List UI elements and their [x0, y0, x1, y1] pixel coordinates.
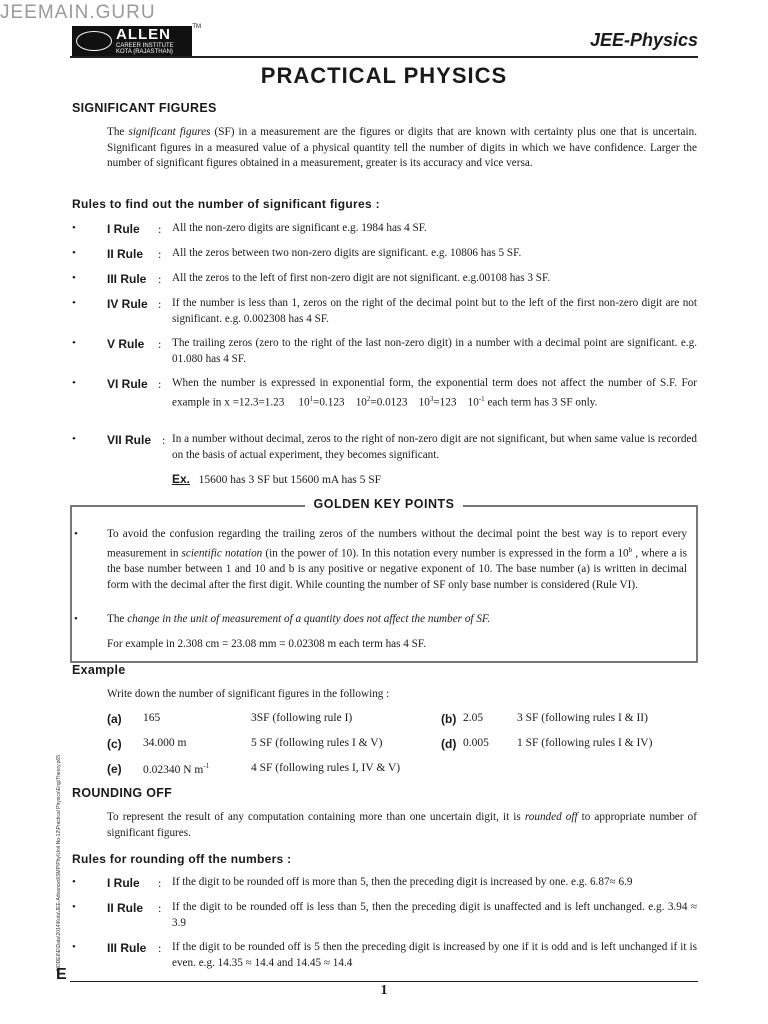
rule-text: If the digit to be rounded off is more than 5, then the preceding digit is increased by one. e.g. 6.87≈ 6.9 — [172, 876, 633, 888]
rule-text: When the number is expressed in exponential form, the exponential term does not affect the number of S.F. For example in x =12.3=1.23 $10^1=0.123$ $10^2=0.0123$ $10^3=123$ $10^{-1}$ each term has 3 SF only. — [172, 377, 697, 409]
section-heading-significant-figures: SIGNIFICANT FIGURES — [72, 101, 217, 115]
rule-label: III Rule — [107, 941, 147, 955]
example-intro: Write down the number of significant figures in the following : — [107, 688, 390, 700]
rule-label: I Rule — [107, 222, 140, 236]
rule-label: IV Rule — [107, 297, 148, 311]
example-label: (a) — [107, 712, 122, 726]
golden-key-points-title: GOLDEN KEY POINTS — [305, 497, 463, 511]
bullet: • — [72, 222, 76, 234]
rule-text: All the non-zero digits are significant e.g. 1984 has 4 SF. — [172, 222, 427, 234]
bullet: • — [72, 941, 76, 953]
rule-label: III Rule — [107, 272, 147, 286]
example-value: 34.000 m — [143, 737, 187, 749]
rule-text: If the digit to be rounded off is less than 5, then the preceding digit is unaffected and is left unchanged. e.g. 3.94 ≈ 3.9 — [172, 901, 697, 929]
bullet: • — [74, 613, 78, 625]
page-number: 1 — [380, 983, 388, 998]
example-label: (e) — [107, 762, 122, 776]
example-value: 2.05 — [463, 712, 484, 724]
rounding-rules-heading: Rules for rounding off the numbers : — [72, 852, 292, 866]
bullet: • — [72, 337, 76, 349]
golden-example: For example in 2.308 cm = 23.08 mm = 0.02308 m each term has 4 SF. — [107, 638, 427, 650]
rule-text: In a number without decimal, zeros to the right of non-zero digit are not significant, but when same value is recorded on the basis of actual experiment, they becomes significant. — [172, 433, 697, 461]
example-label: (d) — [441, 737, 457, 751]
rule-label: V Rule — [107, 337, 145, 351]
logo-emblem-icon — [76, 31, 112, 51]
bullet: • — [72, 876, 76, 888]
rule-example: Ex. 15600 has 3 SF but 15600 mA has 5 SF — [172, 472, 382, 486]
bullet: • — [74, 528, 78, 540]
rule-colon: : — [158, 876, 162, 890]
example-answer: 1 SF (following rules I & IV) — [517, 737, 653, 749]
rule-colon: : — [158, 222, 162, 236]
allen-logo — [72, 24, 201, 56]
rule-colon: : — [158, 247, 162, 261]
example-value: 0.02340 N $m^{-1}$ — [143, 762, 210, 776]
rule-text: All the zeros between two non-zero digits are significant. e.g. 10806 has 5 SF. — [172, 247, 522, 259]
rule-label: II Rule — [107, 901, 144, 915]
rule-colon: : — [158, 337, 162, 351]
rounding-intro: To represent the result of any computation containing more than one uncertain digit, it is rounded off to appropriate number of significant figures. — [107, 811, 698, 839]
rule-colon: : — [158, 272, 162, 286]
example-value: 165 — [143, 712, 161, 724]
rule-colon: : — [158, 941, 162, 955]
page-title: PRACTICAL PHYSICS — [260, 63, 508, 88]
rule-colon: : — [158, 901, 162, 915]
edition-mark: E — [56, 966, 67, 983]
logo-title: ALLEN — [116, 26, 171, 43]
bullet: • — [72, 377, 76, 389]
bullet: • — [72, 901, 76, 913]
logo-tm: TM — [192, 24, 201, 30]
header-subject: JEE-Physics — [589, 30, 698, 50]
rule-label: VII Rule — [107, 433, 152, 447]
rule-label: VI Rule — [107, 377, 148, 391]
rule-colon: : — [158, 297, 162, 311]
logo-subtitle: CAREER INSTITUTE KOTA (RAJASTHAN) — [116, 43, 174, 55]
rule-colon: : — [158, 377, 162, 391]
golden-point-2: The change in the unit of measurement of a quantity does not affect the number of SF. — [107, 613, 491, 625]
rule-text: If the number is less than 1, zeros on the right of the decimal point but to the left of the first non-zero digit are not significant. e.g. 0.002308 has 4 SF. — [172, 297, 697, 325]
header-divider — [70, 56, 698, 58]
example-answer: 3 SF (following rules I & II) — [517, 712, 648, 724]
example-heading: Example — [72, 663, 126, 677]
rules-heading: Rules to find out the number of significant figures : — [72, 197, 380, 211]
bullet: • — [72, 433, 76, 445]
rule-text: The trailing zeros (zero to the right of the last non-zero digit) in a number with a decimal point are significant. e.g. 01.080 has 4 SF. — [172, 337, 697, 365]
example-answer: 5 SF (following rules I & V) — [251, 737, 383, 749]
bullet: • — [72, 247, 76, 259]
side-file-path: NODE6\E\Data\2014\Kota\JEE-Advanced\SMP\Phy\Unit No-12\Practical Physics\Eng\Theory.p65 — [56, 755, 62, 971]
rule-text: All the zeros to the left of first non-zero digit are not significant. e.g.00108 has 3 SF. — [172, 272, 551, 284]
example-label: (b) — [441, 712, 457, 726]
example-label: (c) — [107, 737, 122, 751]
sig-intro-paragraph: The significant figures (SF) in a measurement are the figures or digits that are known with certainty plus one that is uncertain. Significant figures in a measured value of a physical quantity tell the number of digits in which we have confidence. Larger the number of significant figures obtained in a measurement, greater is its accuracy and vice versa. — [107, 126, 697, 170]
rule-text: If the digit to be rounded off is 5 then the preceding digit is increased by one if it is odd and is left unchanged if it is even. e.g. 14.35 ≈ 14.4 and 14.45 ≈ 14.4 — [172, 941, 697, 969]
footer-divider — [70, 981, 698, 982]
example-answer: 4 SF (following rules I, IV & V) — [251, 762, 401, 774]
example-value: 0.005 — [463, 737, 489, 749]
rule-label: II Rule — [107, 247, 144, 261]
bullet: • — [72, 272, 76, 284]
example-answer: 3SF (following rule I) — [251, 712, 353, 724]
watermark-text: JEEMAIN.GURU — [0, 2, 156, 23]
rule-colon: : — [162, 433, 166, 447]
rule-label: I Rule — [107, 876, 140, 890]
bullet: • — [72, 297, 76, 309]
section-heading-rounding-off: ROUNDING OFF — [72, 786, 173, 800]
golden-point-1: To avoid the confusion regarding the trailing zeros of the numbers without the decimal point the best way is to report every measurement in scientific notation (in the power of 10). In this notation every number is expressed in the form a 10$^b$ , where a is the base number between 1 and 10 and b is any positive or negative exponent of 10. The base number (a) is written in decimal form with the decimal after the first digit. While counting the number of SF only base number is considered (Rule VI). — [107, 528, 687, 591]
